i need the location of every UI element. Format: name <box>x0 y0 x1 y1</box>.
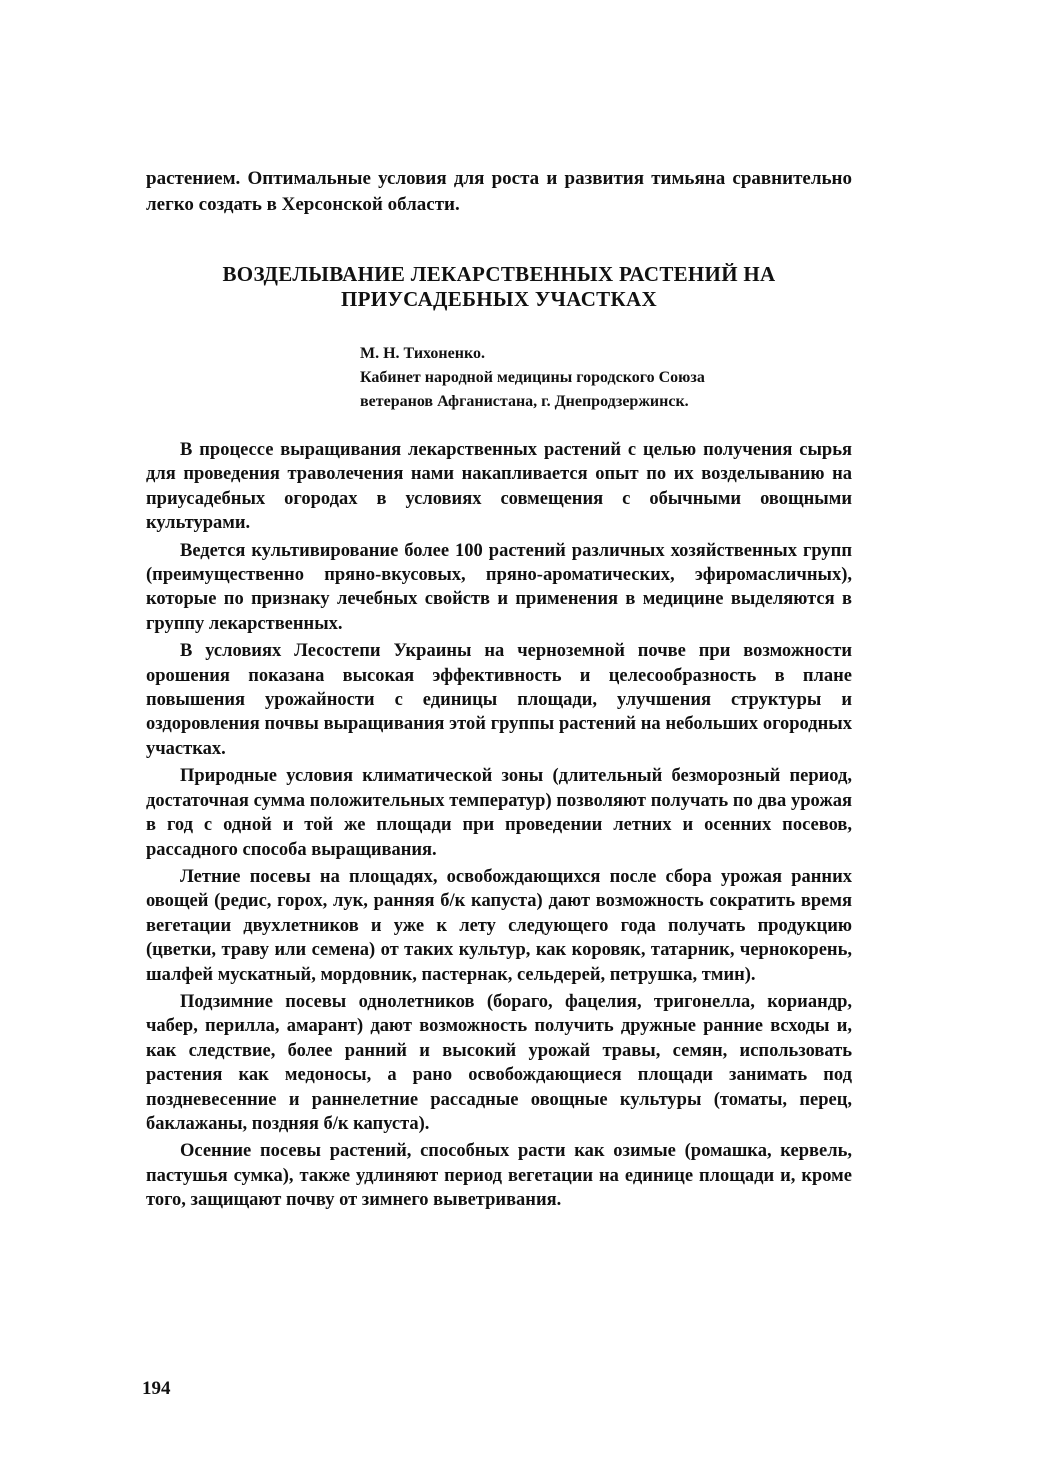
body-paragraph: Природные условия климатической зоны (длительный безморозный период, достаточная сумма положительных температур) позволяют получать по два урожая в год с одной и той же площади при проведении летних и осенних посевов, рассадного способа выращивания. <box>146 766 852 860</box>
article-title <box>146 262 852 312</box>
body-paragraph: Подзимние посевы однолетников (бораго, фацелия, тригонелла, кориандр, чабер, перилла, амарант) дают возможность получить дружные ранние всходы и, как следствие, более ранний и высокий урожай травы, семян, использовать растения как медоносы, а рано освобождающиеся площади занимать под поздневесенние и раннелетние рассадные овощные культуры (томаты, перец, баклажаны, поздняя б/к капуста). <box>146 991 852 1134</box>
title-line-2: ПРИУСАДЕБНЫХ УЧАСТКАХ <box>341 287 657 311</box>
article-body <box>146 438 852 1216</box>
body-paragraph: Летние посевы на площадях, освобождающихся после сбора урожая ранних овощей (редис, горох, лук, ранняя б/к капуста) дают возможность сократить время вегетации двухлетников и уже к лету следующего года получать продукцию (цветки, траву или семена) от таких культур, как коровяк, татарник, чернокорень, шалфей мускатный, мордовник, пастернак, сельдерей, петрушка, тмин). <box>146 866 852 985</box>
title-line-1: ВОЗДЕЛЫВАНИЕ ЛЕКАРСТВЕННЫХ РАСТЕНИЙ НА <box>222 262 776 286</box>
body-paragraph: Ведется культивирование более 100 растений различных хозяйственных групп (преимущественно пряно-вкусовых, пряно-ароматических, эфиромасличных), которые по признаку лечебных свойств и применения в медицине выделяются в группу лекарственных. <box>146 540 852 634</box>
body-paragraph: Осенние посевы растений, способных расти как озимые (ромашка, кервель, пастушья сумка), также удлиняют период вегетации на единице площади и, кроме того, защищают почву от зимнего выветривания. <box>146 1141 852 1211</box>
intro-paragraph <box>146 166 852 218</box>
body-paragraph: В процессе выращивания лекарственных растений с целью получения сырья для проведения траволечения нами накапливается опыт по их возделыванию на приусадебных огородах в условиях совмещения с обычными овощными культурами. <box>146 440 852 534</box>
author-name: М. Н. Тихоненко. <box>360 345 485 362</box>
author-affiliation-line-1: Кабинет народной медицины городского Союза <box>360 369 705 386</box>
author-affiliation-line-2: ветеранов Афганистана, г. Днепродзержинск. <box>360 393 689 410</box>
body-paragraph: В условиях Лесостепи Украины на черноземной почве при возможности орошения показана высокая эффективность и целесообразность в плане повышения урожайности с единицы площади, улучшения структуры и оздоровления почвы выращивания этой группы растений на небольших огородных участках. <box>146 641 852 759</box>
intro-text: растением. Оптимальные условия для роста и развития тимьяна сравнительно легко создать в Херсонской области. <box>146 168 852 215</box>
page-number: 194 <box>142 1378 171 1399</box>
author-block <box>360 342 850 414</box>
